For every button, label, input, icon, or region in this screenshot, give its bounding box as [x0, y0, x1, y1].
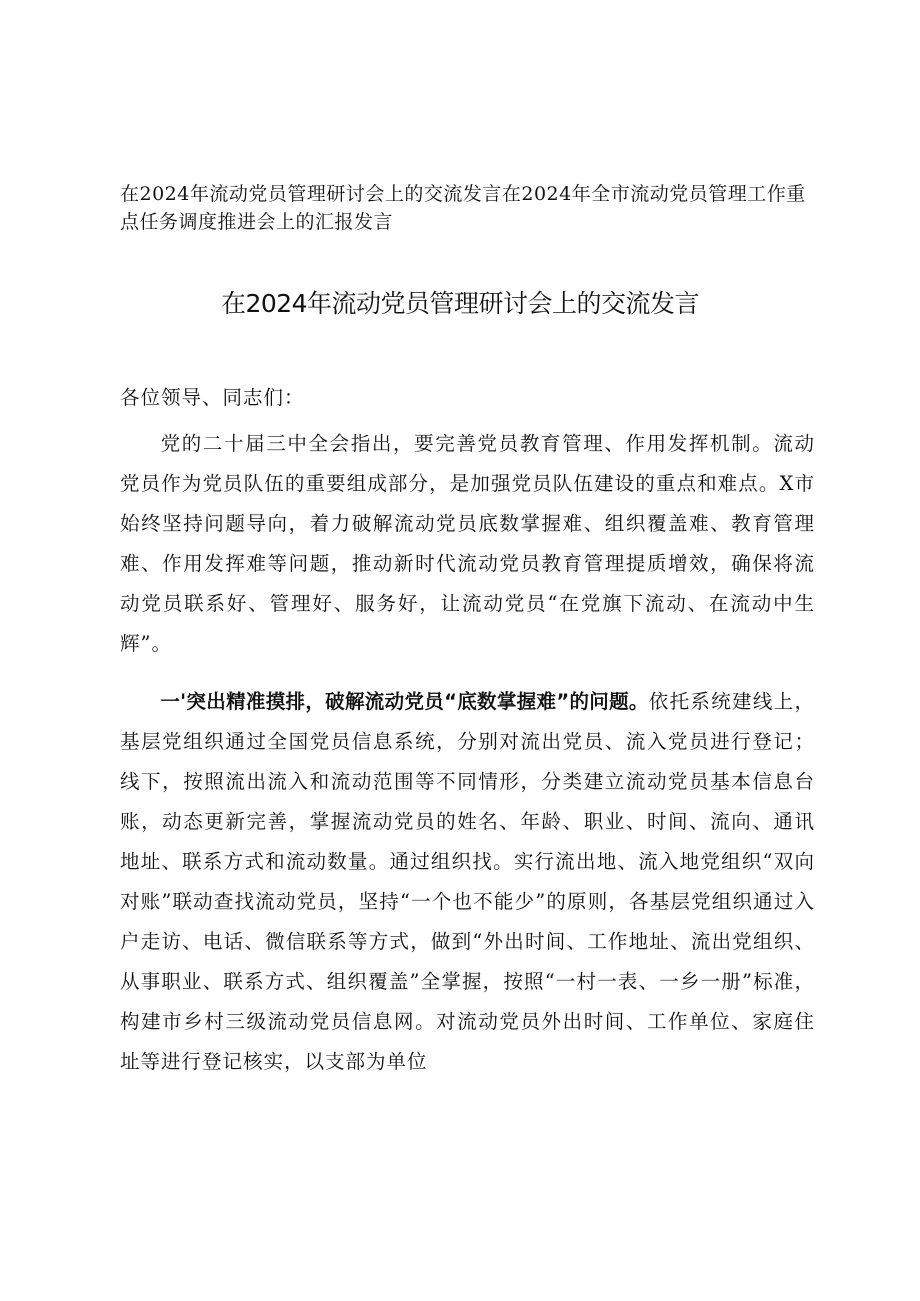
- paragraph-intro: [120, 424, 815, 664]
- document-header-line: 在2024年流动党员管理研讨会上的交流发言在2024年全市流动党员管理工作重点任务调度推进会上的汇报发言: [120, 183, 806, 233]
- section-one-text: 依托系统建线上，基层党组织通过全国党员信息系统，分别对流出党员、流入党员进行登记；线下，按照流出流入和流动范围等不同情形，分类建立流动党员基本信息台账，动态更新完善，掌握流动党员的姓名、年龄、职业、时间、流向、通讯地址、联系方式和流动数量。通过组织找。实行流出地、流入地党组织“双向对账”联动查找流动党员，坚持“一个也不能少”的原则，各基层党组织通过入户走访、电话、微信联系等方式，做到“外出时间、工作地址、流出党组织、从事职业、联系方式、组织覆盖”全掌握，按照“一村一表、一乡一册”标准，构建市乡村三级流动党员信息网。对流动党员外出时间、工作单位、家庭住址等进行登记核实，以支部为单位: [120, 690, 815, 1073]
- paragraph-section-one: [120, 682, 815, 1082]
- paragraph-intro-text: 党的二十届三中全会指出，要完善党员教育管理、作用发挥机制。流动党员作为党员队伍的重要组成部分，是加强党员队伍建设的重点和难点。X市始终坚持问题导向，着力破解流动党员底数掌握难、组织覆盖难、教育管理难、作用发挥难等问题，推动新时代流动党员教育管理提质增效，确保将流动党员联系好、管理好、服务好，让流动党员“在党旗下流动、在流动中生辉”。: [120, 432, 815, 655]
- section-one-heading: 一'突出精准摸排，破解流动党员“底数掌握难”的问题。: [160, 690, 649, 713]
- document-title: 在2024年流动党员管理研讨会上的交流发言: [220, 289, 700, 318]
- salutation: 各位领导、同志们：: [120, 386, 305, 409]
